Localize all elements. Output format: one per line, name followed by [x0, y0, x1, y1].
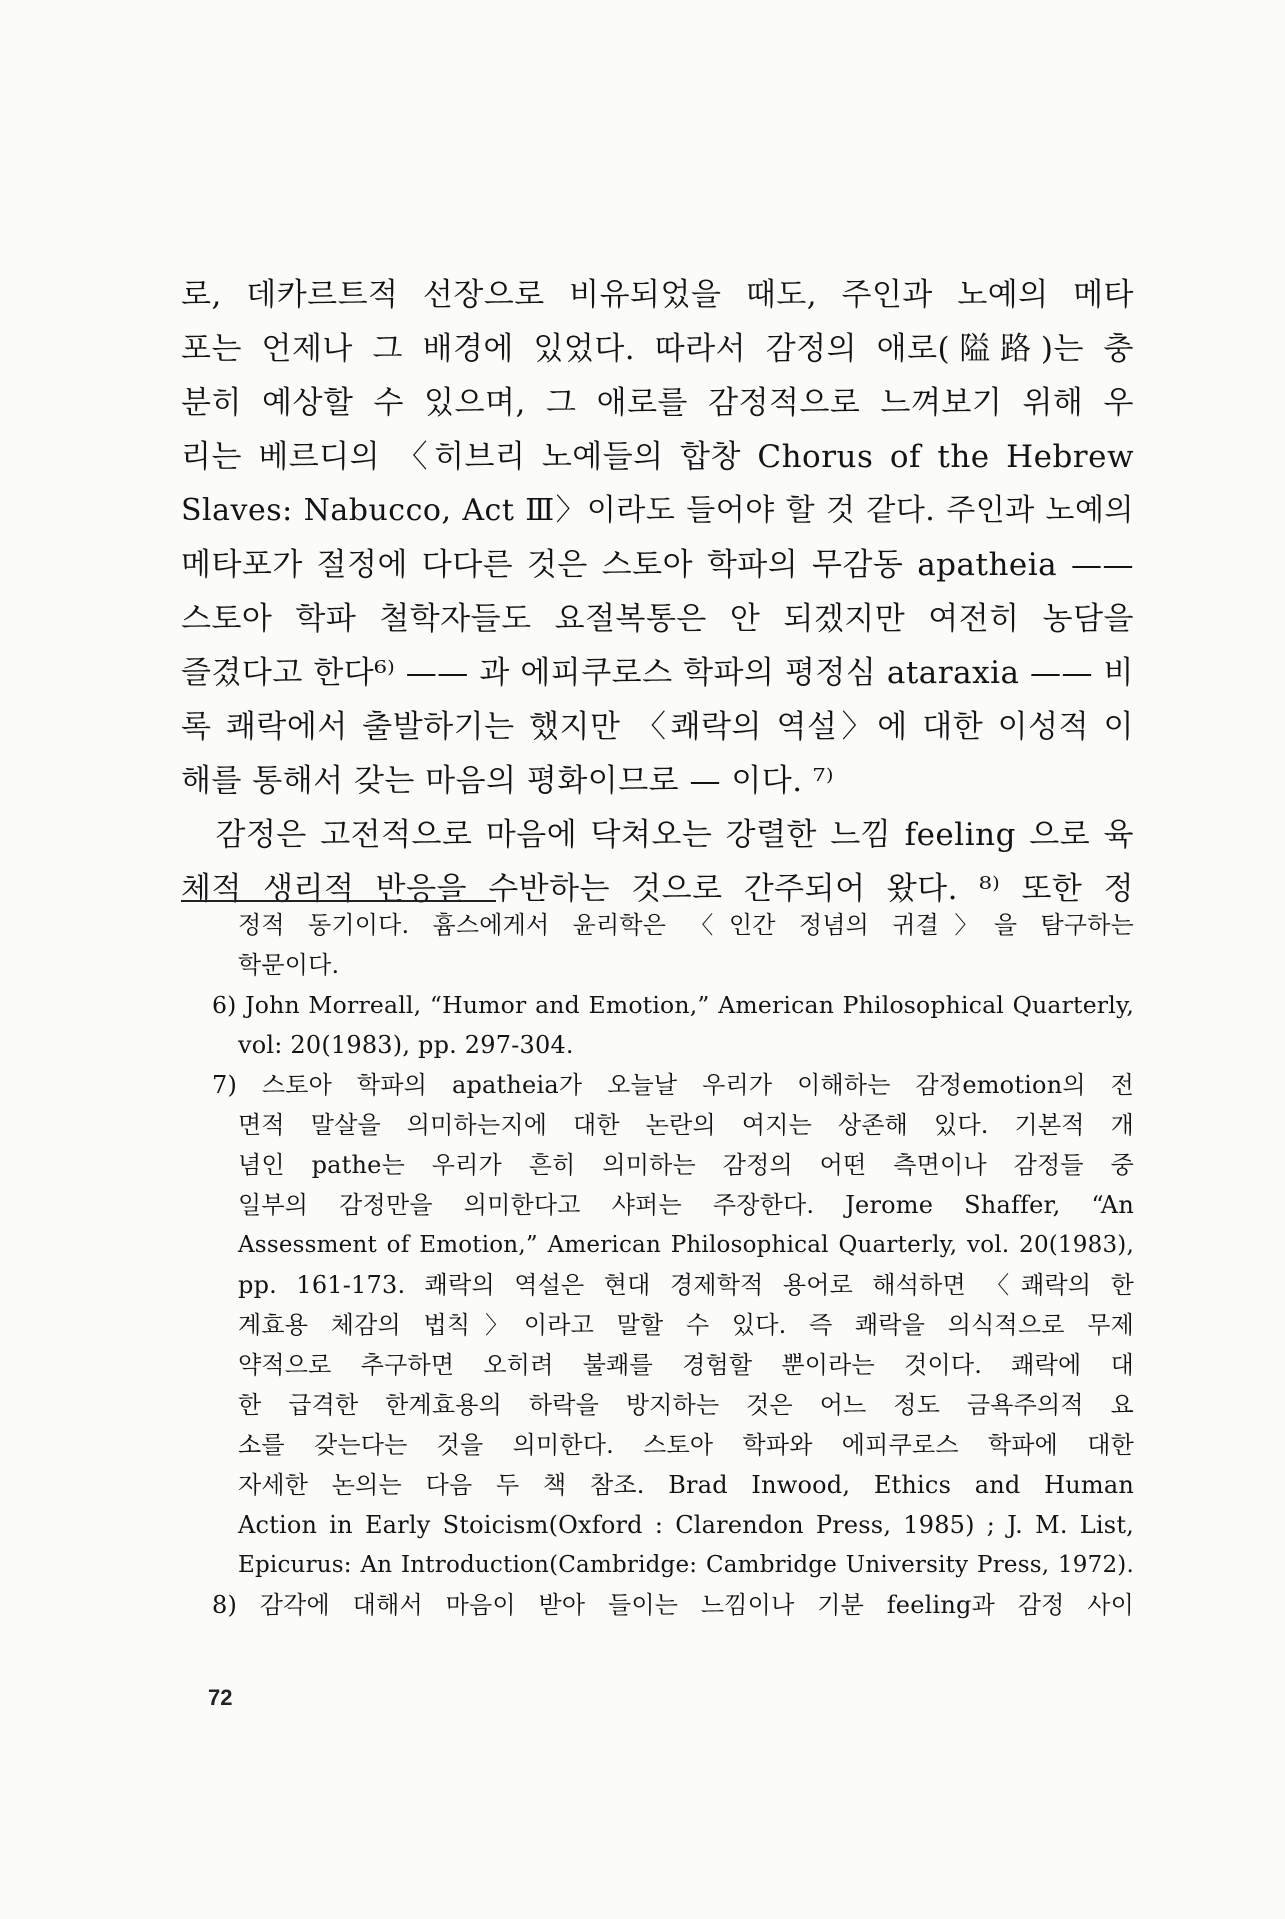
- footnote-line: Assessment of Emotion,” American Philosophical Quarterly, vol. 20(1983),: [238, 1232, 1134, 1258]
- footnote-line: 일부의 감정만을 의미한다고 샤퍼는 주장한다. Jerome Shaffer, “An: [238, 1191, 1134, 1219]
- body-line: Slaves: Nabucco, Act Ⅲ〉이라도 들어야 할 것 같다. 주인과 노예의: [181, 493, 1134, 528]
- footnote-line: 한 급격한 한계효용의 하락을 방지하는 것은 어느 정도 금욕주의적 요: [238, 1391, 1134, 1419]
- body-line: 포는 언제나 그 배경에 있었다. 따라서 감정의 애로(隘路)는 충: [181, 331, 1134, 367]
- footnote-line: Epicurus: An Introduction(Cambridge: Cambridge University Press, 1972).: [238, 1552, 1134, 1578]
- footnote-line: 학문이다.: [238, 951, 340, 979]
- footnote-line: 정적 동기이다. 흄스에게서 윤리학은 〈인간 정념의 귀결〉을 탐구하는: [238, 911, 1134, 939]
- body-line: 록 쾌락에서 출발하기는 했지만 〈쾌락의 역설〉에 대한 이성적 이: [181, 709, 1134, 745]
- body-line: 즐겼다고 한다⁶⁾ —— 과 에피쿠로스 학파의 평정심 ataraxia —— 비: [181, 655, 1134, 691]
- footnote-line: 념인 pathe는 우리가 흔히 의미하는 감정의 어떤 측면이나 감정들 중: [238, 1151, 1134, 1179]
- body-line: 감정은 고전적으로 마음에 닥쳐오는 강렬한 느낌 feeling 으로 육: [181, 817, 1134, 853]
- footnote-line: 자세한 논의는 다음 두 책 참조. Brad Inwood, Ethics and Human: [238, 1471, 1134, 1499]
- body-line: 로, 데카르트적 선장으로 비유되었을 때도, 주인과 노예의 메타: [181, 277, 1134, 313]
- footnote-line: 약적으로 추구하면 오히려 불쾌를 경험할 뿐이라는 것이다. 쾌락에 대: [238, 1351, 1134, 1379]
- body-line: 리는 베르디의 〈히브리 노예들의 합창 Chorus of the Hebrew: [181, 439, 1134, 475]
- footnote-line: 7) 스토아 학파의 apatheia가 오늘날 우리가 이해하는 감정emotion의 전: [212, 1071, 1134, 1099]
- body-line: 메타포가 절정에 다다른 것은 스토아 학파의 무감동 apatheia ——: [181, 547, 1134, 583]
- body-line: 스토아 학파 철학자들도 요절복통은 안 되겠지만 여전히 농담을: [181, 601, 1134, 637]
- footnote-line: Action in Early Stoicism(Oxford : Clarendon Press, 1985) ; J. M. List,: [238, 1511, 1134, 1539]
- footnote-line: pp. 161-173. 쾌락의 역설은 현대 경제학적 용어로 해석하면 〈쾌락의 한: [238, 1271, 1134, 1299]
- footnote-line: 8) 감각에 대해서 마음이 받아 들이는 느낌이나 기분 feeling과 감정 사이: [212, 1591, 1134, 1619]
- footnote-divider: [181, 900, 496, 902]
- body-text: [181, 268, 1134, 916]
- body-line: 체적 생리적 반응을 수반하는 것으로 간주되어 왔다. ⁸⁾ 또한 정: [181, 871, 1134, 907]
- footnote-line: 면적 말살을 의미하는지에 대한 논란의 여지는 상존해 있다. 기본적 개: [238, 1111, 1134, 1139]
- footnote-line: 소를 갖는다는 것을 의미한다. 스토아 학파와 에피쿠로스 학파에 대한: [238, 1431, 1134, 1459]
- footnote-line: 계효용 체감의 법칙〉이라고 말할 수 있다. 즉 쾌락을 의식적으로 무제: [238, 1311, 1134, 1339]
- body-line: 분히 예상할 수 있으며, 그 애로를 감정적으로 느껴보기 위해 우: [181, 385, 1134, 421]
- footnote-line: 6) John Morreall, “Humor and Emotion,” American Philosophical Quarterly,: [212, 991, 1134, 1019]
- page-number: 72: [208, 1685, 233, 1710]
- footnote-line: vol: 20(1983), pp. 297-304.: [238, 1031, 574, 1059]
- body-line: 해를 통해서 갖는 마음의 평화이므로 — 이다. ⁷⁾: [181, 763, 834, 799]
- footnotes: [212, 905, 1134, 1625]
